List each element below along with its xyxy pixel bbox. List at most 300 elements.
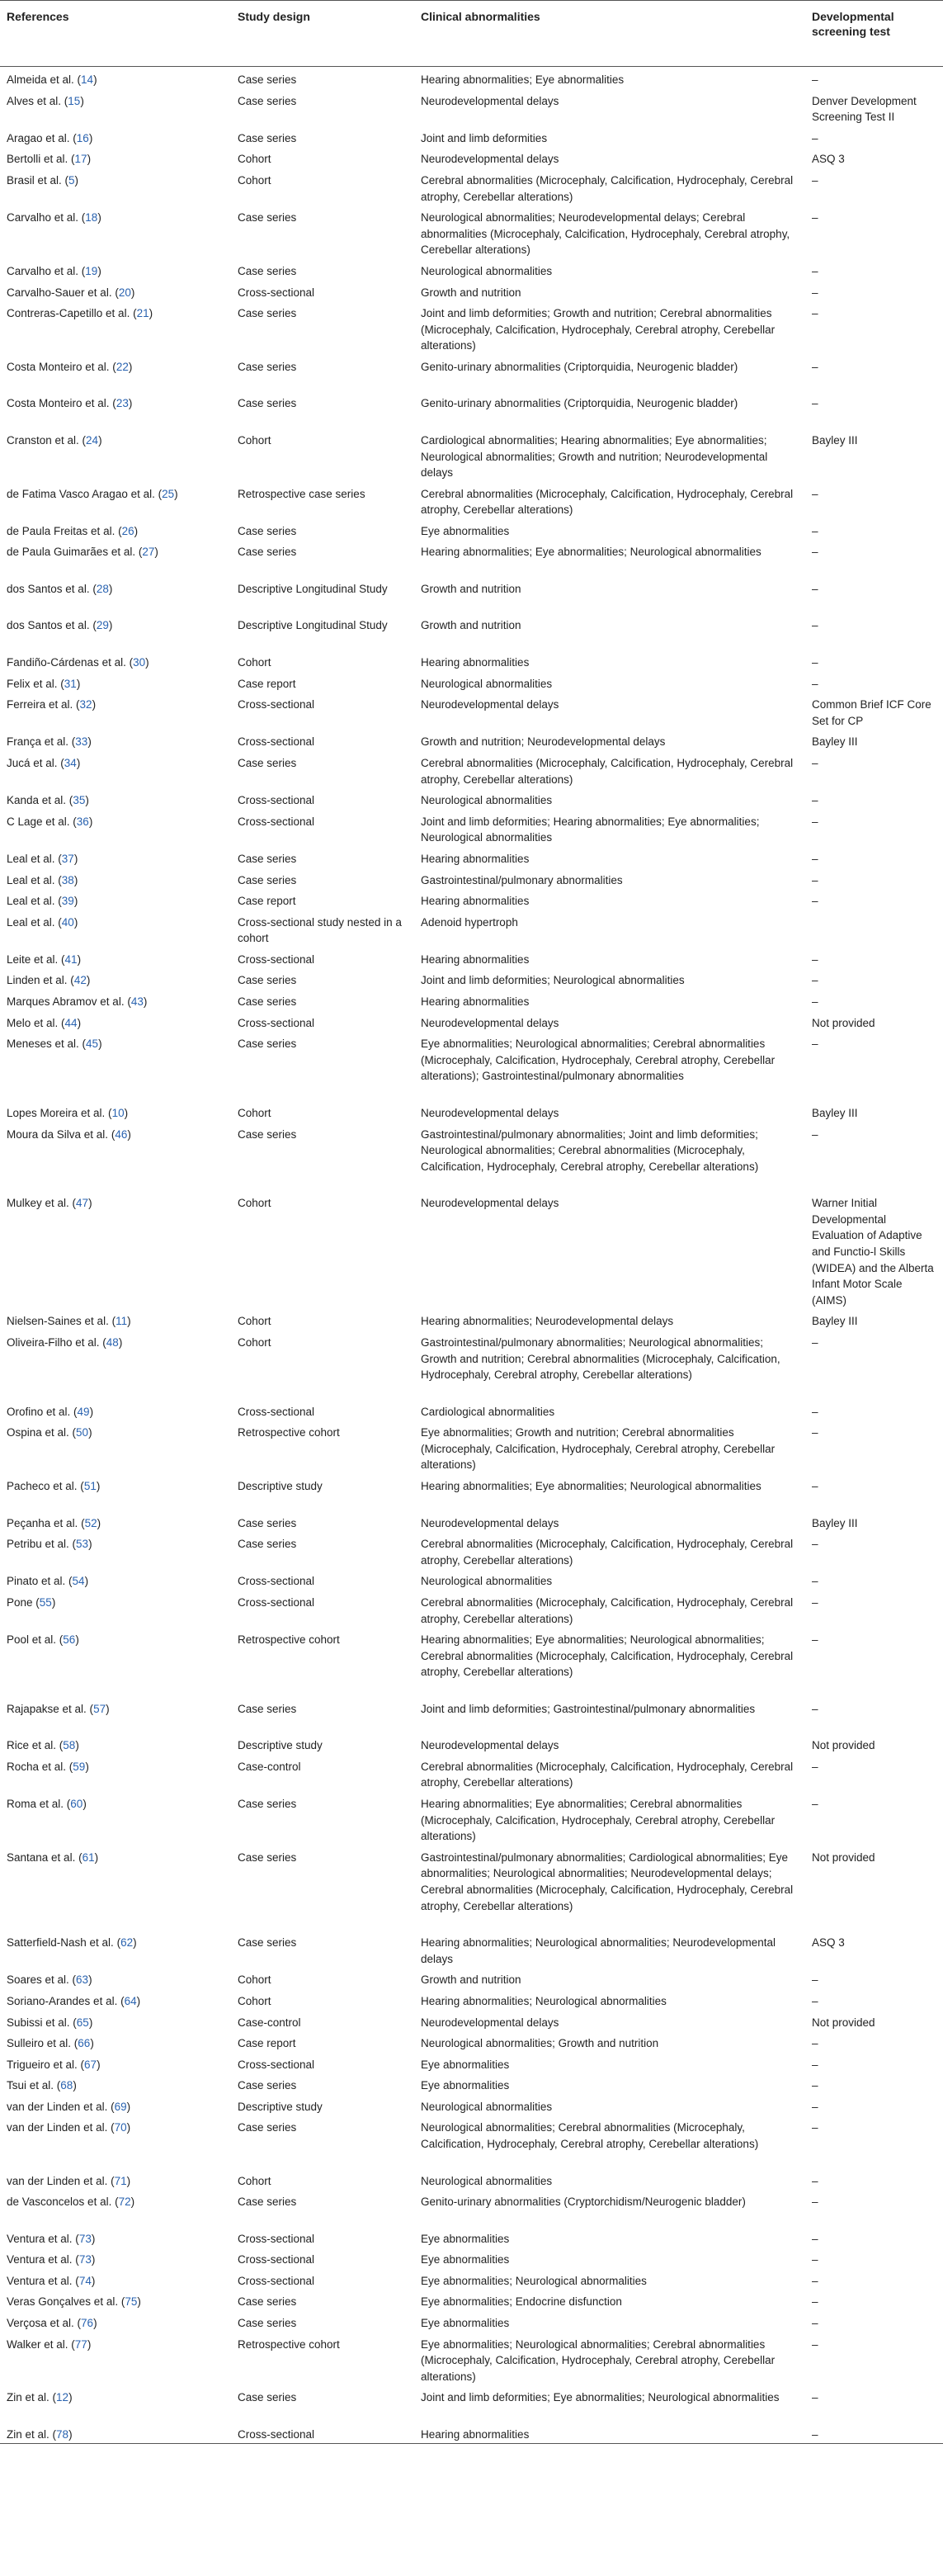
screening-test-cell: – [812, 2100, 818, 2113]
reference-name: Zin et al. ( [7, 2391, 57, 2404]
citation-link[interactable]: 37 [61, 852, 74, 865]
table-row [0, 354, 943, 391]
citation-link[interactable]: 28 [96, 582, 109, 595]
citation-link[interactable]: 18 [85, 211, 98, 225]
clinical-abnormalities-cell: Neurological abnormalities; Cerebral abnormalities (Microcephaly, Calcification, Hydrocephaly, Cerebral atrophy, Cerebellar alterations) [421, 2121, 759, 2151]
study-design-cell: Case series [238, 1798, 297, 1811]
citation-close: ) [126, 2100, 131, 2113]
citation-link[interactable]: 39 [61, 895, 74, 908]
citation-link[interactable]: 55 [39, 1595, 52, 1609]
table-row [0, 671, 943, 692]
clinical-abnormalities-cell: Eye abnormalities [421, 2232, 510, 2245]
reference-name: Contreras-Capetillo et al. ( [7, 307, 137, 320]
citation-link[interactable]: 26 [121, 524, 134, 537]
study-design-cell: Cross-sectional [238, 794, 315, 807]
clinical-abnormalities-cell: Neurodevelopmental delays [421, 1739, 559, 1752]
clinical-abnormalities-cell: Neurodevelopmental delays [421, 1106, 559, 1119]
citation-close: ) [51, 1595, 56, 1609]
study-design-cell: Descriptive study [238, 1480, 323, 1493]
reference-cell [0, 2052, 231, 2073]
screening-test-cell: – [812, 756, 818, 769]
citation-link[interactable]: 76 [81, 2317, 94, 2330]
screening-test-cell: – [812, 1335, 818, 1349]
screening-test-cell: – [812, 2317, 818, 2330]
table-row [0, 1010, 943, 1032]
citation-link[interactable]: 58 [63, 1739, 76, 1752]
study-design-cell: Case series [238, 94, 297, 107]
citation-close: ) [91, 2232, 96, 2245]
screening-test-cell: – [812, 2295, 818, 2309]
study-design-cell: Descriptive study [238, 2100, 323, 2113]
citation-link[interactable]: 67 [84, 2058, 97, 2071]
study-design-cell: Cross-sectional [238, 815, 315, 828]
reference-cell [0, 539, 231, 576]
citation-close: ) [83, 1798, 87, 1811]
reference-cell [0, 1010, 231, 1032]
table-row [0, 2268, 943, 2290]
table-row [0, 88, 943, 125]
study-design-cell: Cross-sectional [238, 1575, 315, 1588]
study-design-cell: Case series [238, 2391, 297, 2404]
reference-cell [0, 967, 231, 989]
table-row [0, 125, 943, 147]
citation-close: ) [76, 677, 81, 690]
citation-link[interactable]: 45 [86, 1037, 99, 1051]
reference-cell [0, 1190, 231, 1308]
table-row [0, 1988, 943, 2010]
citation-link[interactable]: 48 [106, 1335, 119, 1349]
citation-close: ) [89, 1405, 94, 1418]
citation-close: ) [80, 94, 84, 107]
reference-name: Petribu et al. ( [7, 1538, 77, 1551]
citation-link[interactable]: 52 [84, 1516, 97, 1529]
screening-test-cell: Bayley III [812, 1516, 858, 1529]
citation-link[interactable]: 23 [116, 397, 129, 410]
reference-name: Soriano-Arandes et al. ( [7, 1994, 125, 2007]
citation-link[interactable]: 31 [64, 677, 77, 690]
study-design-cell: Descriptive study [238, 1739, 323, 1752]
table-row [0, 1568, 943, 1590]
screening-test-cell: – [812, 2232, 818, 2245]
table-row [0, 146, 943, 168]
study-design-cell: Case series [238, 2121, 297, 2134]
reference-cell [0, 1399, 231, 1420]
citation-link[interactable]: 30 [133, 655, 146, 669]
screening-test-cell: – [812, 952, 818, 966]
citation-close: ) [87, 2337, 92, 2351]
citation-link[interactable]: 10 [111, 1106, 125, 1119]
screening-test-cell: – [812, 873, 818, 886]
clinical-abnormalities-cell: Joint and limb deformities; Neurological abnormalities [421, 974, 685, 987]
clinical-abnormalities-cell: Hearing abnormalities; Eye abnormalities; Neurological abnormalities [421, 546, 761, 559]
citation-link[interactable]: 74 [78, 2274, 92, 2287]
reference-name: Pinato et al. ( [7, 1575, 73, 1588]
reference-name: de Vasconcelos et al. ( [7, 2196, 119, 2209]
table-row [0, 989, 943, 1010]
reference-name: Nielsen-Saines et al. ( [7, 1315, 116, 1328]
reference-name: Bertolli et al. ( [7, 153, 75, 166]
study-design-cell: Case report [238, 895, 296, 908]
screening-test-cell: – [812, 1480, 818, 1493]
citation-close: ) [106, 1702, 110, 1715]
citation-link[interactable]: 5 [68, 173, 75, 187]
clinical-abnormalities-cell: Eye abnormalities; Neurological abnormalities; Cerebral abnormalities (Microcephaly, Calcification, Hydrocephaly, Cerebral atrophy, Cerebellar alterations) [421, 2337, 776, 2383]
table-row [0, 1754, 943, 1791]
table-row [0, 809, 943, 846]
screening-test-cell: – [812, 397, 818, 410]
screening-test-cell: – [812, 2121, 818, 2134]
reference-cell [0, 2226, 231, 2248]
citation-close: ) [91, 2274, 96, 2287]
study-design-cell: Case series [238, 131, 297, 144]
citation-link[interactable]: 17 [74, 153, 87, 166]
screening-test-cell: – [812, 1538, 818, 1551]
clinical-abnormalities-cell: Eye abnormalities [421, 2253, 510, 2266]
clinical-abnormalities-cell: Hearing abnormalities; Neurological abnormalities; Neurodevelopmental delays [421, 1936, 776, 1965]
screening-test-cell: ASQ 3 [812, 153, 845, 166]
study-design-cell: Cohort [238, 153, 271, 166]
reference-name: Sulleiro et al. ( [7, 2037, 78, 2050]
screening-test-cell: – [812, 1973, 818, 1987]
reference-cell [0, 2332, 231, 2385]
citation-close: ) [130, 2196, 135, 2209]
table-row [0, 1100, 943, 1122]
reference-name: Rice et al. ( [7, 1739, 64, 1752]
screening-test-cell: Denver Development Screening Test II [812, 94, 917, 124]
citation-link[interactable]: 75 [125, 2295, 138, 2309]
citation-close: ) [93, 73, 97, 86]
clinical-abnormalities-cell: Neurological abnormalities; Growth and nutrition [421, 2037, 659, 2050]
study-design-cell: Case series [238, 1127, 297, 1141]
study-design-cell: Retrospective cohort [238, 1426, 340, 1439]
citation-link[interactable]: 68 [60, 2079, 73, 2092]
reference-name: Santana et al. ( [7, 1850, 83, 1864]
table-row [0, 1399, 943, 1420]
citation-link[interactable]: 25 [162, 487, 175, 500]
clinical-abnormalities-cell: Neurological abnormalities [421, 1575, 553, 1588]
clinical-abnormalities-cell: Hearing abnormalities [421, 995, 530, 1009]
reference-cell [0, 1732, 231, 1754]
reference-cell [0, 692, 231, 729]
citation-close: ) [134, 524, 139, 537]
screening-test-cell: – [812, 546, 818, 559]
table-row [0, 67, 943, 88]
reference-cell [0, 390, 231, 428]
reference-cell [0, 2385, 231, 2422]
citation-link[interactable]: 73 [78, 2253, 92, 2266]
reference-name: Carvalho et al. ( [7, 211, 86, 225]
reference-name: Orofino et al. ( [7, 1405, 78, 1418]
citation-link[interactable]: 19 [85, 264, 98, 277]
citation-link[interactable]: 63 [76, 1973, 89, 1987]
table-row [0, 2010, 943, 2031]
clinical-abnormalities-cell: Cerebral abnormalities (Microcephaly, Calcification, Hydrocephaly, Cerebral atrophy, Cerebellar alterations) [421, 1595, 794, 1625]
screening-test-cell: – [812, 2037, 818, 2050]
citation-link[interactable]: 27 [142, 546, 155, 559]
screening-test-cell: – [812, 1037, 818, 1051]
citation-close: ) [145, 655, 149, 669]
study-design-cell: Cross-sectional [238, 2253, 315, 2266]
citation-link[interactable]: 50 [76, 1426, 89, 1439]
reference-name: Aragao et al. ( [7, 131, 77, 144]
table-row [0, 258, 943, 280]
citation-link[interactable]: 54 [72, 1575, 85, 1588]
citation-close: ) [85, 794, 89, 807]
reference-name: Trigueiro et al. ( [7, 2058, 85, 2071]
citation-link[interactable]: 78 [56, 2427, 69, 2441]
screening-test-cell: – [812, 1702, 818, 1715]
reference-name: Cranston et al. ( [7, 433, 87, 447]
citation-link[interactable]: 32 [79, 698, 92, 711]
citation-close: ) [74, 173, 79, 187]
clinical-abnormalities-cell: Cerebral abnormalities (Microcephaly, Calcification, Hydrocephaly, Cerebral atrophy, Cerebellar alterations) [421, 487, 794, 517]
clinical-abnormalities-cell: Gastrointestinal/pulmonary abnormalities; Joint and limb deformities; Neurological abnormalities; Cerebral abnormalities (Microcephaly, Calcification, Hydrocephaly, Cerebral atrophy, Cerebellar alterations) [421, 1127, 759, 1173]
citation-link[interactable]: 43 [130, 995, 144, 1009]
reference-name: Carvalho et al. ( [7, 264, 86, 277]
table-row [0, 2030, 943, 2052]
screening-test-cell: – [812, 2079, 818, 2092]
reference-name: Melo et al. ( [7, 1016, 65, 1029]
table-row [0, 300, 943, 354]
reference-cell [0, 205, 231, 258]
study-design-cell: Retrospective case series [238, 487, 365, 500]
citation-link[interactable]: 71 [114, 2174, 127, 2187]
table-row [0, 1122, 943, 1191]
citation-link[interactable]: 77 [74, 2337, 87, 2351]
clinical-abnormalities-cell: Neurodevelopmental delays [421, 2016, 559, 2029]
citation-link[interactable]: 44 [64, 1016, 78, 1029]
citation-close: ) [94, 1850, 99, 1864]
reference-cell [0, 1100, 231, 1122]
reference-cell [0, 2030, 231, 2052]
reference-cell [0, 2247, 231, 2268]
citation-close: ) [124, 1106, 129, 1119]
reference-cell [0, 2289, 231, 2310]
reference-cell [0, 2094, 231, 2115]
table-row [0, 2332, 943, 2385]
reference-cell [0, 428, 231, 481]
citation-link[interactable]: 66 [78, 2037, 91, 2050]
citation-close: ) [91, 2253, 96, 2266]
study-design-cell: Case series [238, 2196, 297, 2209]
screening-test-cell: – [812, 655, 818, 669]
reference-cell [0, 1696, 231, 1733]
screening-test-cell: – [812, 677, 818, 690]
table-row [0, 1791, 943, 1845]
citation-link[interactable]: 64 [124, 1994, 137, 2007]
citation-close: ) [97, 1516, 101, 1529]
citation-close: ) [97, 2058, 101, 2071]
study-design-cell: Cross-sectional [238, 2058, 315, 2071]
study-design-cell: Case series [238, 360, 297, 373]
citation-link[interactable]: 70 [114, 2121, 127, 2134]
reference-cell [0, 989, 231, 1010]
reference-cell [0, 518, 231, 540]
table-row [0, 428, 943, 481]
clinical-abnormalities-cell: Eye abnormalities [421, 524, 510, 537]
clinical-abnormalities-cell: Joint and limb deformities; Growth and nutrition; Cerebral abnormalities (Microcephaly, Calcification, Hydrocephaly, Cerebral atrophy, Cerebellar alterations) [421, 307, 776, 352]
citation-link[interactable]: 56 [63, 1633, 76, 1647]
citation-close: ) [73, 915, 78, 929]
citation-link[interactable]: 16 [76, 131, 89, 144]
citation-link[interactable]: 21 [136, 307, 149, 320]
citation-link[interactable]: 33 [75, 735, 88, 749]
table-row [0, 1967, 943, 1988]
screening-test-cell: – [812, 73, 818, 86]
screening-test-cell: – [812, 852, 818, 865]
citation-link[interactable]: 14 [81, 73, 94, 86]
citation-link[interactable]: 24 [86, 433, 99, 447]
citation-link[interactable]: 65 [76, 2016, 89, 2029]
reference-name: Meneses et al. ( [7, 1037, 87, 1051]
study-design-cell: Cohort [238, 1335, 271, 1349]
screening-test-cell: – [812, 1595, 818, 1609]
citation-close: ) [98, 1037, 102, 1051]
reference-name: Felix et al. ( [7, 677, 64, 690]
citation-link[interactable]: 38 [61, 873, 74, 886]
study-design-cell: Case series [238, 1538, 297, 1551]
citation-link[interactable]: 69 [114, 2100, 127, 2113]
reference-cell [0, 910, 231, 947]
clinical-abnormalities-cell: Neurological abnormalities [421, 794, 553, 807]
citation-link[interactable]: 29 [96, 619, 109, 632]
study-design-cell: Descriptive Longitudinal Study [238, 619, 388, 632]
citation-link[interactable]: 60 [70, 1798, 83, 1811]
citation-link[interactable]: 47 [76, 1197, 89, 1210]
citation-link[interactable]: 49 [77, 1405, 90, 1418]
study-design-cell: Cross-sectional [238, 286, 315, 299]
clinical-abnormalities-cell: Cardiological abnormalities [421, 1405, 555, 1418]
citation-link[interactable]: 73 [78, 2232, 92, 2245]
screening-test-cell: – [812, 794, 818, 807]
clinical-abnormalities-cell: Hearing abnormalities [414, 2422, 805, 2443]
citation-close: ) [86, 974, 91, 987]
screening-test-cell: – [812, 1575, 818, 1588]
clinical-abnormalities-cell: Neurodevelopmental delays [421, 94, 559, 107]
citation-link[interactable]: 20 [118, 286, 131, 299]
clinical-abnormalities-cell: Cerebral abnormalities (Microcephaly, Calcification, Hydrocephaly, Cerebral atrophy, Cerebellar alterations) [421, 756, 794, 786]
study-design-cell: Case series [238, 73, 297, 86]
citation-link[interactable]: 34 [64, 756, 77, 769]
citation-link[interactable]: 40 [61, 915, 74, 929]
citation-link[interactable]: 62 [120, 1936, 134, 1950]
header-clinical-abnormalities: Clinical abnormalities [414, 1, 805, 67]
clinical-abnormalities-cell: Genito-urinary abnormalities (Cryptorchidism/Neurogenic bladder) [421, 2196, 746, 2209]
study-design-cell: Cohort [238, 1106, 271, 1119]
table-row [0, 787, 943, 809]
reference-cell [0, 88, 231, 125]
reference-cell [0, 612, 231, 650]
study-design-cell: Cross-sectional [238, 1595, 315, 1609]
reference-name: Leal et al. ( [7, 915, 62, 929]
citation-close: ) [68, 2391, 73, 2404]
citation-close: ) [127, 1315, 131, 1328]
table-row [0, 1627, 943, 1696]
reference-name: Pool et al. ( [7, 1633, 64, 1647]
citation-link[interactable]: 41 [64, 952, 78, 966]
reference-cell [0, 2073, 231, 2094]
table-row [0, 1845, 943, 1930]
table-row [0, 2052, 943, 2073]
clinical-abnormalities-cell: Genito-urinary abnormalities (Criptorquidia, Neurogenic bladder) [421, 397, 738, 410]
reference-name: Leal et al. ( [7, 873, 62, 886]
citation-link[interactable]: 22 [116, 360, 129, 373]
screening-test-cell: Not provided [812, 1739, 875, 1752]
reference-name: Mulkey et al. ( [7, 1197, 77, 1210]
reference-name: Almeida et al. ( [7, 73, 82, 86]
reference-name: Pone ( [7, 1595, 40, 1609]
study-design-cell: Retrospective cohort [238, 1633, 340, 1647]
citation-link[interactable]: 42 [73, 974, 87, 987]
citation-link[interactable]: 61 [82, 1850, 95, 1864]
citation-link[interactable]: 11 [116, 1315, 128, 1328]
citation-link[interactable]: 72 [118, 2196, 131, 2209]
citation-close: ) [98, 433, 102, 447]
header-study-design: Study design [231, 1, 414, 67]
table-row [0, 576, 943, 613]
clinical-abnormalities-cell: Joint and limb deformities; Hearing abnormalities; Eye abnormalities; Neurological abnormalities [421, 815, 760, 844]
citation-close: ) [174, 487, 178, 500]
table-row [0, 910, 943, 947]
study-design-cell: Case series [238, 852, 297, 865]
citation-link[interactable]: 15 [68, 94, 81, 107]
clinical-abnormalities-cell: Eye abnormalities; Neurological abnormalities [421, 2274, 647, 2287]
citation-link[interactable]: 12 [56, 2391, 69, 2404]
table-row [0, 1330, 943, 1399]
reference-name: Carvalho-Sauer et al. ( [7, 286, 119, 299]
reference-cell [0, 787, 231, 809]
screening-test-cell: – [812, 1760, 818, 1773]
reference-cell [0, 354, 231, 391]
reference-cell [0, 2010, 231, 2031]
reference-name: Ventura et al. ( [7, 2253, 79, 2266]
citation-link[interactable]: 57 [93, 1702, 106, 1715]
table-row [0, 1308, 943, 1330]
reference-cell [0, 729, 231, 750]
reference-name: Soares et al. ( [7, 1973, 77, 1987]
citation-link[interactable]: 46 [115, 1127, 128, 1141]
study-design-cell: Case series [238, 2317, 297, 2330]
reference-cell [0, 671, 231, 692]
study-design-cell: Cross-sectional [238, 2232, 315, 2245]
reference-cell [0, 867, 231, 889]
reference-cell [0, 2168, 231, 2190]
clinical-abnormalities-cell: Neurodevelopmental delays [421, 1016, 559, 1029]
citation-link[interactable]: 35 [73, 794, 86, 807]
table-row [0, 1510, 943, 1532]
table-row [0, 518, 943, 540]
citation-close: ) [77, 1016, 82, 1029]
clinical-abnormalities-cell: Neurodevelopmental delays [421, 698, 559, 711]
clinical-abnormalities-cell: Growth and nutrition; Neurodevelopmental delays [421, 735, 666, 749]
screening-test-cell: – [812, 815, 818, 828]
reference-name: França et al. ( [7, 735, 76, 749]
study-design-cell: Case series [238, 524, 297, 537]
citation-close: ) [88, 131, 93, 144]
reference-cell [0, 750, 231, 787]
citation-link[interactable]: 36 [76, 815, 89, 828]
citation-link[interactable]: 51 [83, 1480, 97, 1493]
reference-name: Satterfield-Nash et al. ( [7, 1936, 121, 1950]
screening-test-cell: Common Brief ICF Core Set for CP [812, 698, 931, 727]
citation-link[interactable]: 59 [73, 1760, 86, 1773]
table-row [0, 2073, 943, 2094]
table-row [0, 2289, 943, 2310]
citation-close: ) [85, 1760, 89, 1773]
reference-cell [0, 67, 231, 88]
citation-link[interactable]: 53 [76, 1538, 89, 1551]
reference-name: Verçosa et al. ( [7, 2317, 82, 2330]
